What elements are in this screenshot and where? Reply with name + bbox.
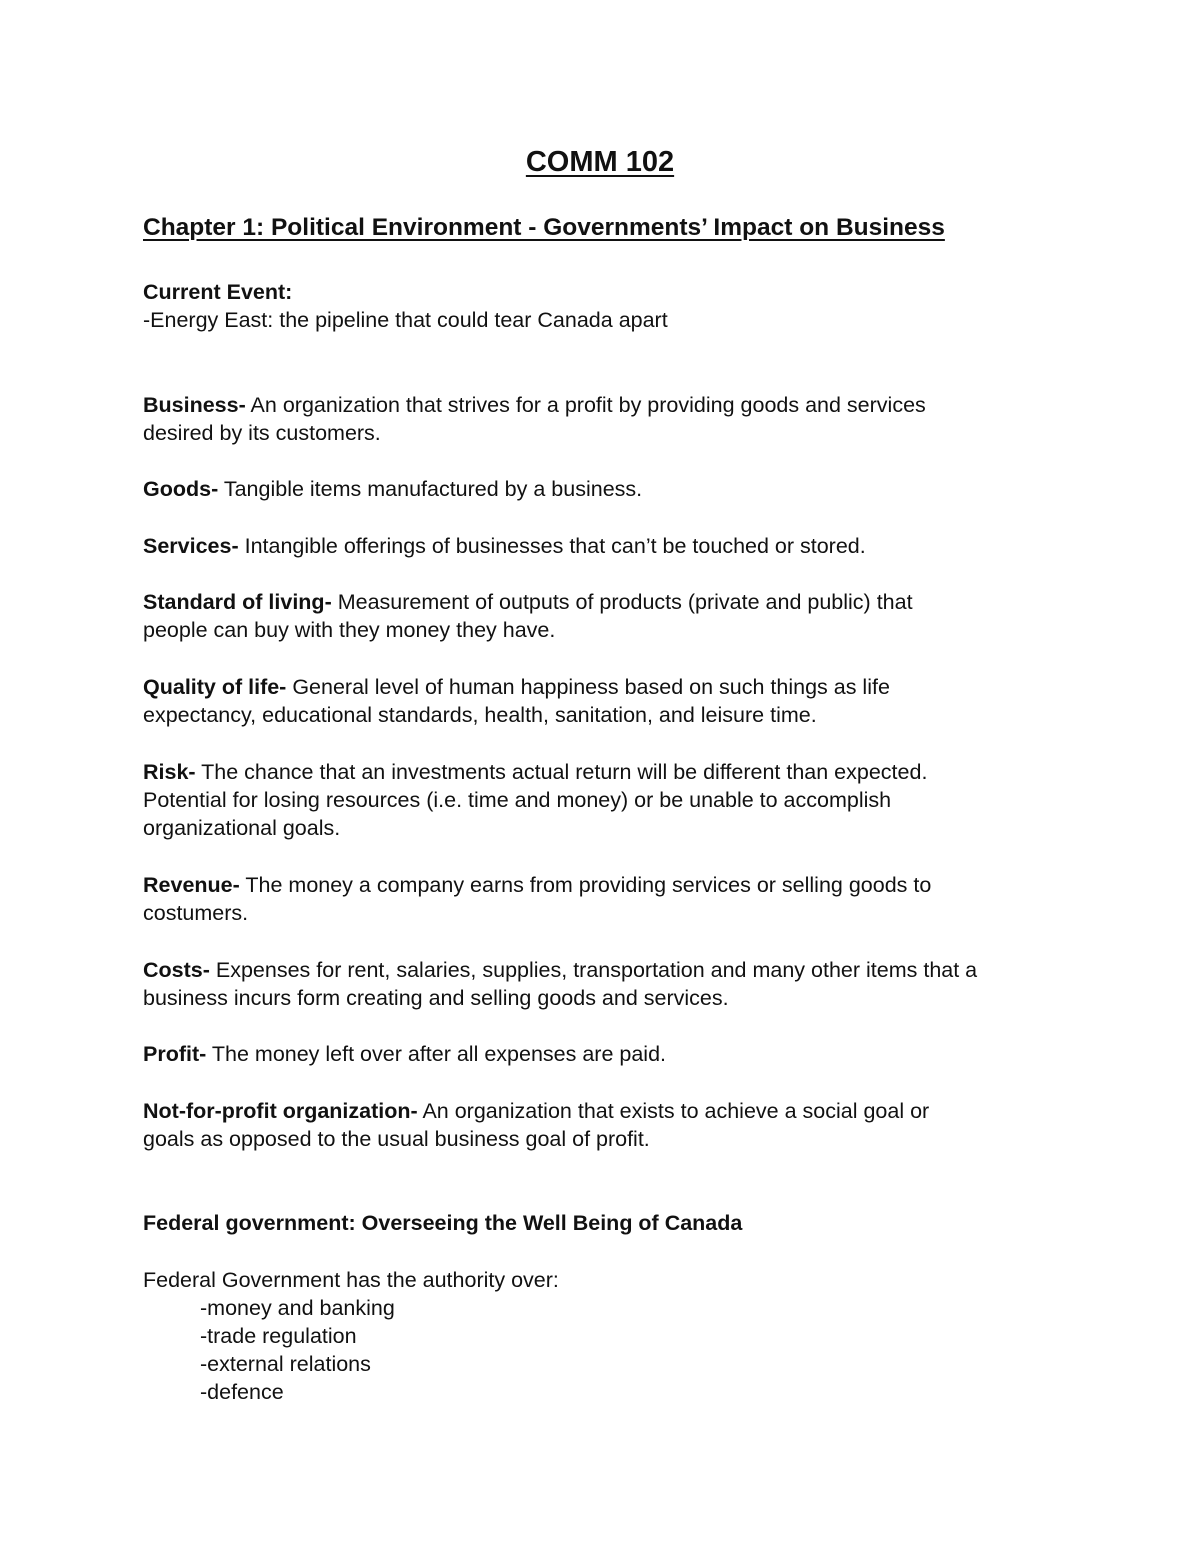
definition-risk — [143, 758, 1073, 842]
definition-text: goals as opposed to the usual business goal of profit. — [143, 1127, 650, 1151]
definition-term: Profit- — [143, 1042, 207, 1066]
definition-text: organizational goals. — [143, 816, 341, 840]
federal-government-section — [143, 1209, 1073, 1237]
definition-not-for-profit — [143, 1097, 1073, 1153]
definition-term: Services- — [143, 534, 239, 558]
definition-text: business incurs form creating and selling goods and services. — [143, 986, 729, 1010]
course-title — [0, 145, 1200, 179]
definition-term: Standard of living- — [143, 590, 332, 614]
definition-text: expectancy, educational standards, health, sanitation, and leisure time. — [143, 703, 817, 727]
chapter-title-text: Chapter 1: Political Environment - Governments’ Impact on Business — [143, 214, 945, 241]
federal-authority-list — [143, 1266, 1073, 1406]
federal-intro: Federal Government has the authority over: — [143, 1268, 559, 1292]
current-event-section — [143, 278, 1073, 334]
definition-costs — [143, 956, 1073, 1012]
definition-standard-of-living — [143, 588, 1073, 644]
definition-text: Potential for losing resources (i.e. time and money) or be unable to accomplish — [143, 788, 892, 812]
current-event-item: -Energy East: the pipeline that could tear Canada apart — [143, 308, 668, 332]
chapter-title — [143, 213, 945, 243]
current-event-heading: Current Event: — [143, 280, 293, 304]
federal-heading: Federal government: Overseeing the Well Being of Canada — [143, 1211, 743, 1235]
definition-term: Risk- — [143, 760, 196, 784]
definition-text: An organization that strives for a profit by providing goods and services — [245, 393, 926, 417]
definition-term: Quality of life- — [143, 675, 287, 699]
definition-text: Expenses for rent, salaries, supplies, transportation and many other items that a — [209, 958, 978, 982]
definition-text: An organization that exists to achieve a social goal or — [417, 1099, 930, 1123]
definition-term: Revenue- — [143, 873, 240, 897]
definition-quality-of-life — [143, 673, 1073, 729]
definition-text: people can buy with they money they have. — [143, 618, 556, 642]
definition-text: Intangible offerings of businesses that can’t be touched or stored. — [238, 534, 866, 558]
definition-text: desired by its customers. — [143, 421, 381, 445]
definition-text: The chance that an investments actual return will be different than expected. — [195, 760, 928, 784]
course-title-text: COMM 102 — [525, 146, 675, 178]
definition-term: Goods- — [143, 477, 219, 501]
list-item: -defence — [200, 1380, 284, 1404]
definition-text: The money a company earns from providing services or selling goods to — [239, 873, 932, 897]
definition-term: Not-for-profit organization- — [143, 1099, 418, 1123]
definition-text: The money left over after all expenses are paid. — [206, 1042, 667, 1066]
definition-profit — [143, 1040, 1073, 1068]
definition-goods — [143, 475, 1073, 503]
definition-term: Costs- — [143, 958, 210, 982]
list-item: -money and banking — [200, 1296, 395, 1320]
list-item: -trade regulation — [200, 1324, 357, 1348]
definition-text: Tangible items manufactured by a business. — [218, 477, 643, 501]
definition-services — [143, 532, 1073, 560]
definition-text: General level of human happiness based on such things as life — [286, 675, 890, 699]
definition-revenue — [143, 871, 1073, 927]
list-item: -external relations — [200, 1352, 371, 1376]
definition-text: costumers. — [143, 901, 249, 925]
definition-term: Business- — [143, 393, 246, 417]
definition-business — [143, 391, 1073, 447]
definition-text: Measurement of outputs of products (private and public) that — [331, 590, 913, 614]
